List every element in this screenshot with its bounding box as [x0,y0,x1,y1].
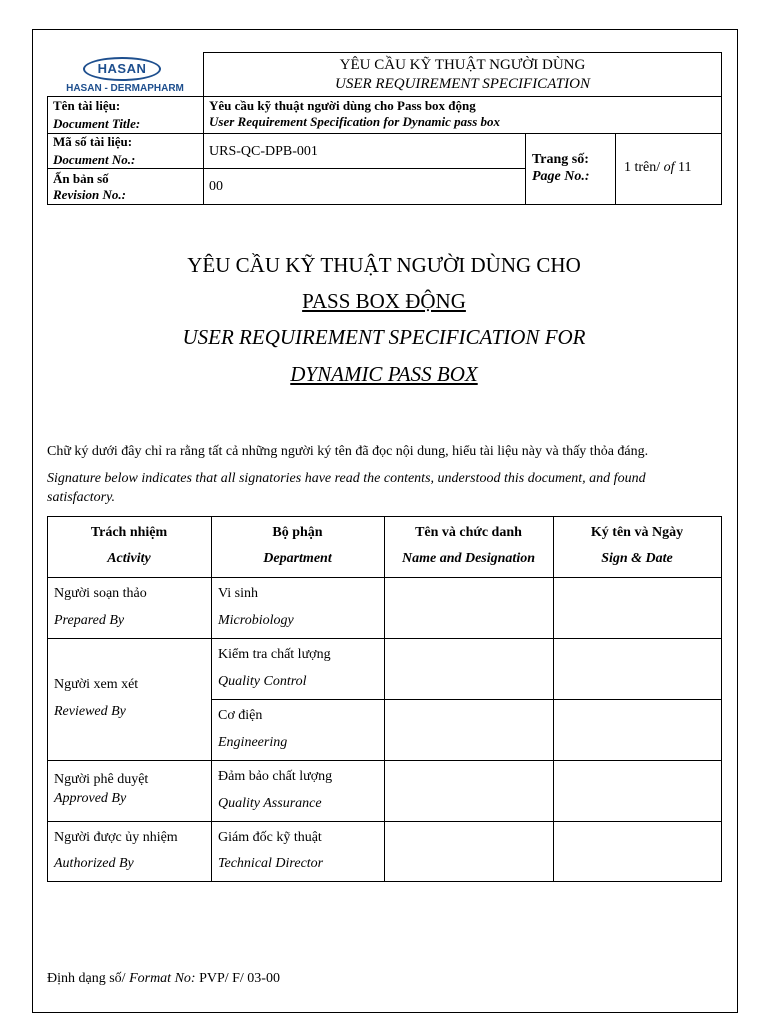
prepared-sign-cell[interactable] [554,578,721,638]
page-number [624,159,692,176]
logo-company-name: HASAN - DERMAPHARM [66,83,184,94]
approved-by-vi: Người phê duyệt [54,772,149,787]
column-header-department-en: Department [263,551,332,566]
format-number [47,970,280,987]
page-value-pre: 1 trên/ [624,160,661,175]
main-title-line-2: PASS BOX ĐỘNG [302,289,466,313]
header-title-en: USER REQUIREMENT SPECIFICATION [335,76,590,92]
reviewed-by-vi: Người xem xét [54,677,139,692]
page-label-vi: Trang số: [532,152,589,167]
approved-sign-cell[interactable] [554,761,721,821]
reviewed-qc-name-cell[interactable] [385,639,553,699]
column-header-sign-en: Sign & Date [601,551,673,566]
main-title-line-3: USER REQUIREMENT SPECIFICATION FOR [182,325,586,349]
dept-technical-director-vi: Giám đốc kỹ thuật [218,830,322,845]
signature-table [47,516,722,882]
doc-title-label-en: Document Title: [53,116,141,131]
page-value-of: of [663,160,675,175]
approved-by-en: Approved By [54,791,127,806]
prepared-name-cell[interactable] [385,578,553,638]
dept-quality-control-en: Quality Control [218,674,307,689]
dept-microbiology-vi: Vi sinh [218,586,258,601]
reviewed-by-en: Reviewed By [54,704,126,719]
reviewed-qc-sign-cell[interactable] [554,639,721,699]
column-header-name-en: Name and Designation [401,551,535,566]
dept-quality-control-vi: Kiểm tra chất lượng [218,647,331,662]
dept-technical-director-en: Technical Director [218,856,324,871]
column-header-activity-en: Activity [107,551,151,566]
doc-no-label-vi: Mã số tài liệu: [53,134,133,149]
doc-no-value: URS-QC-DPB-001 [209,144,318,159]
statement-en-line-1: Signature below indicates that all signatories have read the contents, understood this document, and found [47,471,646,486]
page-label-en: Page No.: [532,169,590,184]
column-header-sign-vi: Ký tên và Ngày [590,525,684,540]
revision-label-en: Revision No.: [53,187,126,202]
dept-quality-assurance-en: Quality Assurance [218,796,322,811]
hasan-logo [83,57,161,81]
doc-no-label-en: Document No.: [53,152,136,167]
revision-value: 00 [209,179,223,194]
authorized-by-vi: Người được ủy nhiệm [54,830,178,845]
dept-engineering-en: Engineering [218,735,288,750]
dept-quality-assurance-vi: Đảm bảo chất lượng [218,769,333,784]
prepared-by-en: Prepared By [54,613,125,628]
header-title-vi: YÊU CẦU KỸ THUẬT NGƯỜI DÙNG [339,57,586,73]
authorized-by-en: Authorized By [54,856,134,871]
dept-engineering-vi: Cơ điện [218,708,263,723]
revision-label-vi: Ấn bản số [53,171,109,186]
column-header-name-vi: Tên và chức danh [415,525,522,540]
approved-name-cell[interactable] [385,761,553,821]
doc-title-value-vi: Yêu cầu kỹ thuật người dùng cho Pass box động [209,98,476,113]
dept-microbiology-en: Microbiology [218,613,294,628]
authorized-sign-cell[interactable] [554,822,721,881]
main-title-line-4: DYNAMIC PASS BOX [290,362,478,386]
logo-brand: HASAN [97,61,147,76]
column-header-activity-vi: Trách nhiệm [90,525,168,540]
format-label-en: Format No: [129,971,196,986]
main-title-line-1: YÊU CẦU KỸ THUẬT NGƯỜI DÙNG CHO [187,253,581,277]
prepared-by-vi: Người soạn thảo [54,586,147,601]
doc-title-value-en: User Requirement Specification for Dynamic pass box [209,114,501,129]
reviewed-eng-name-cell[interactable] [385,700,553,760]
page-value-total: 11 [678,160,692,175]
format-label-vi: Định dạng số/ [47,971,126,986]
format-value: PVP/ F/ 03-00 [199,971,280,986]
statement-en-line-2: satisfactory. [47,490,116,505]
reviewed-eng-sign-cell[interactable] [554,700,721,760]
header-table [47,52,722,205]
authorized-name-cell[interactable] [385,822,553,881]
statement-vi: Chữ ký dưới đây chỉ ra rằng tất cả những người ký tên đã đọc nội dung, hiểu tài liệu này và thấy thỏa đáng. [47,444,649,459]
column-header-department-vi: Bộ phận [272,525,323,540]
doc-title-label-vi: Tên tài liệu: [53,98,121,113]
